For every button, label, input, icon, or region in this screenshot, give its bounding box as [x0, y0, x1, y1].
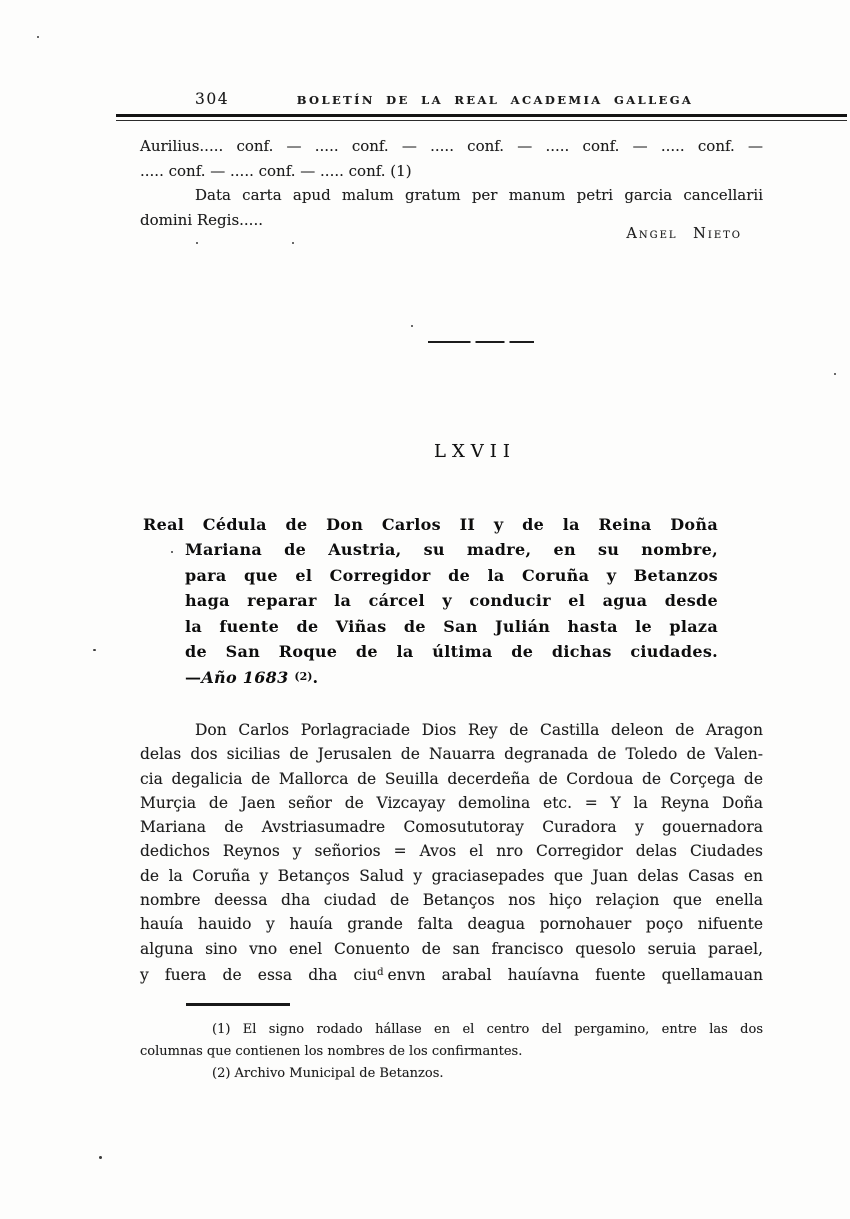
body-line: Mariana de Avstriasumadre Comosututoray Curadora y gouernadora — [140, 818, 763, 837]
superscript-d: d — [377, 966, 384, 978]
body-line: Murçia de Jaen señor de Vizcayay demolina etc. = Y la Reyna Doña — [140, 793, 763, 812]
year-text: Año 1683 — [201, 668, 295, 688]
title-year-line — [143, 664, 718, 690]
dation-line: Data carta apud malum gratum per manum petri garcia cancellarii — [195, 186, 763, 204]
article-number: LXVII — [434, 441, 516, 462]
body-line: alguna sino vno enel Conuento de san francisco quesolo seruia parael, — [140, 939, 763, 958]
title-line: la fuente de Viñas de San Julián hasta le plaza — [185, 616, 718, 636]
body-line-last — [140, 961, 763, 987]
scan-speck — [834, 373, 836, 375]
journal-title: BOLETÍN DE LA REAL ACADEMIA GALLEGA — [296, 93, 694, 107]
scan-speck — [196, 242, 198, 244]
body-text: envn arabal hauíavna fuente quellamauan — [387, 965, 764, 984]
title-line: para que el Corregidor de la Coruña y Betanzos — [185, 565, 718, 585]
transcription-body — [140, 718, 763, 987]
dation-line: domini Regis..... — [140, 210, 263, 229]
footnote-rule — [186, 1003, 290, 1006]
footnote-line: columnas que contienen los nombres de los confirmantes. — [140, 1043, 523, 1059]
body-line: hauía hauido y hauía grande falta deagua pornohauer poço nifuente — [140, 915, 763, 934]
scan-speck — [171, 551, 173, 553]
body-line: de la Coruña y Betanços Salud y graciasepades que Juan delas Casas en — [140, 866, 763, 885]
title-line: haga reparar la cárcel y conducir el agua desde — [185, 591, 718, 611]
closing-paragraph — [140, 134, 763, 232]
footnotes — [140, 1019, 763, 1084]
confirmations-line: Aurilius..... conf. — ..... conf. — ..... conf. — ..... conf. — ..... conf. — — [140, 137, 763, 155]
scan-speck — [292, 242, 294, 244]
title-line: de San Roque de la última de dichas ciudades. — [185, 642, 718, 662]
footnote-line: (2) Archivo Municipal de Betanzos. — [212, 1065, 444, 1081]
footnote-line: (1) El signo rodado hállase en el centro del pergamino, entre las dos — [212, 1022, 763, 1037]
scan-speck — [99, 1156, 102, 1159]
title-line: Mariana de Austria, su madre, en su nombre, — [185, 540, 718, 560]
body-text: y fuera de essa dha ciu — [140, 965, 378, 984]
body-line: delas dos sicilias de Jerusalen de Nauarra degranada de Toledo de Valen- — [140, 745, 763, 764]
title-line: Real Cédula de Don Carlos II y de la Reina Doña — [143, 515, 718, 534]
body-line: nombre deessa dha ciudad de Betanços nos hiço relaçion que enella — [140, 891, 763, 910]
year-dash: — — [185, 668, 202, 688]
header-rule — [116, 114, 847, 121]
footnote-ref-2: (2) — [294, 670, 313, 684]
page-number: 304 — [195, 90, 230, 108]
scan-speck — [93, 649, 96, 651]
author-signature: Angel Nieto — [626, 226, 742, 242]
year-period: . — [312, 668, 319, 688]
scan-speck — [37, 36, 39, 38]
scan-speck — [411, 325, 413, 327]
body-line: cia degalicia de Mallorca de Seuilla decerdeña de Cordoua de Corçega de — [140, 769, 763, 788]
section-divider-rule — [428, 341, 534, 343]
body-line: dedichos Reynos y señorios = Avos el nro Corregidor delas Ciudades — [140, 842, 763, 861]
body-line: Don Carlos Porlagraciade Dios Rey de Castilla deleon de Aragon — [195, 721, 763, 739]
confirmations-line: ..... conf. — ..... conf. — ..... conf. (1) — [140, 161, 412, 180]
article-title — [143, 512, 718, 691]
